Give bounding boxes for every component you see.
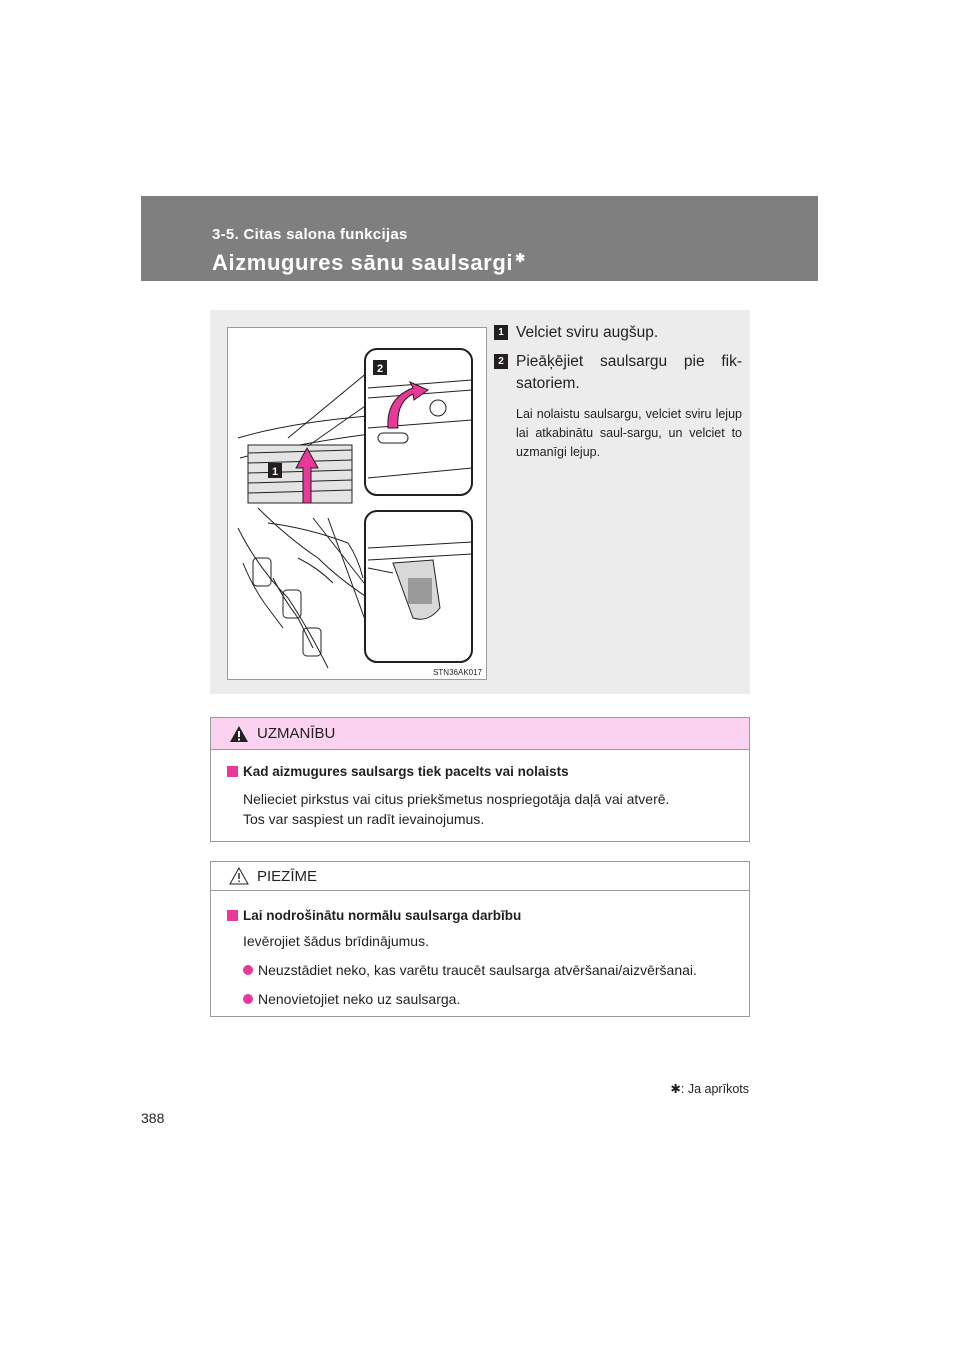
notice-heading [227, 908, 749, 923]
pink-dot-icon [243, 965, 253, 975]
sunshade-illustration [227, 327, 487, 680]
pink-square-icon [227, 910, 238, 921]
step-item [494, 351, 742, 395]
notice-header [211, 862, 749, 891]
callout-1-label: 1 [271, 466, 279, 478]
instruction-panel [210, 310, 750, 694]
pink-dot-icon [243, 994, 253, 1004]
notice-bullet [243, 989, 749, 1009]
caution-line-1: Nelieciet pirkstus vai citus priekšmetus nospriegotāja daļā vai atverē. [243, 791, 670, 807]
caution-heading [227, 764, 749, 779]
notice-body [211, 908, 749, 1009]
caution-header [211, 718, 749, 750]
caution-line-2: Tos var saspiest un radīt ievainojumus. [243, 811, 485, 827]
caution-box [210, 717, 750, 842]
step-note: Lai nolaistu saulsargu, velciet sviru lejup lai atkabinātu saul-sargu, un velciet to uzmanīgi lejup. [516, 407, 742, 459]
step-number-badge: 2 [494, 354, 508, 369]
section-label: 3-5. Citas salona funkcijas [212, 226, 408, 243]
title-asterisk-icon: ✱ [515, 250, 526, 265]
step-text: Pieāķējiet saulsargu pie fik-satoriem. [516, 353, 742, 392]
page-header [141, 196, 818, 281]
warning-triangle-icon [229, 725, 249, 743]
notice-triangle-icon [229, 867, 249, 885]
footnote-asterisk-icon: ✱ [670, 1082, 681, 1096]
notice-bullet [243, 960, 749, 980]
caution-label: UZMANĪBU [257, 725, 336, 742]
notice-bullet-text: Neuzstādiet neko, kas varētu traucēt saulsarga atvēršanai/aizvēršanai. [258, 962, 697, 978]
page-title-text: Aizmugures sānu saulsargi [212, 250, 514, 275]
caution-body [211, 764, 749, 829]
footnote [670, 1081, 749, 1096]
pink-square-icon [227, 766, 238, 777]
notice-intro: Ievērojiet šādus brīdinājumus. [243, 933, 429, 949]
car-interior-drawing [228, 328, 486, 679]
notice-box [210, 861, 750, 1017]
page-number: 388 [141, 1110, 165, 1126]
notice-heading-text: Lai nodrošinātu normālu saulsarga darbību [243, 908, 522, 923]
step-text: Velciet sviru augšup. [516, 324, 659, 341]
notice-label: PIEZĪME [257, 868, 318, 885]
page-title [212, 250, 526, 276]
footnote-text: : Ja aprīkots [680, 1082, 749, 1096]
notice-bullet-text: Nenovietojiet neko uz saulsarga. [258, 991, 461, 1007]
steps-list [494, 322, 742, 462]
step-number-badge: 1 [494, 325, 508, 340]
illustration-code: STN36AK017 [433, 668, 482, 677]
step-item [494, 322, 742, 344]
caution-heading-text: Kad aizmugures saulsargs tiek pacelts vai nolaists [243, 764, 569, 779]
callout-2-label: 2 [376, 363, 384, 375]
